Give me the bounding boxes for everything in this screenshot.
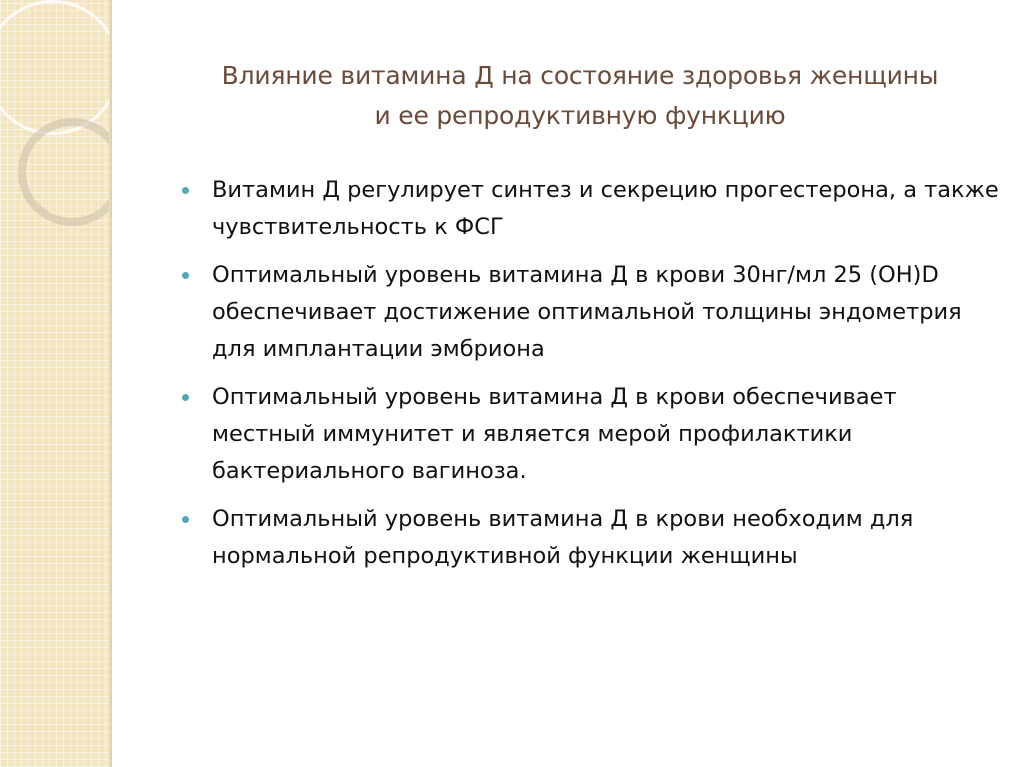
slide-title-line-1: Влияние витамина Д на состояние здоровья женщины	[221, 61, 939, 90]
bullet-item	[180, 379, 1000, 490]
decorative-side-band	[0, 0, 112, 767]
decorative-ring-bottom	[18, 118, 112, 226]
slide-title	[150, 56, 1010, 136]
bullet-dot-icon	[182, 394, 189, 401]
bullet-list	[180, 172, 1000, 586]
decorative-ring-top	[0, 0, 112, 135]
bullet-item	[180, 172, 1000, 246]
bullet-item	[180, 501, 1000, 575]
band-divider	[109, 0, 112, 767]
bullet-dot-icon	[182, 516, 189, 523]
bullet-text: Оптимальный уровень витамина Д в крови необходим для нормальной репродуктивной функции женщины	[212, 506, 914, 569]
bullet-dot-icon	[182, 272, 189, 279]
bullet-item	[180, 257, 1000, 368]
bullet-text: Оптимальный уровень витамина Д в крови обеспечивает местный иммунитет и является мерой профилактики бактериального вагиноза.	[212, 384, 897, 484]
bullet-text: Витамин Д регулирует синтез и секрецию прогестерона, а также чувствительность к ФСГ	[212, 177, 999, 240]
slide-title-line-2: и ее репродуктивную функцию	[374, 101, 786, 130]
bullet-text: Оптимальный уровень витамина Д в крови 30нг/мл 25 (ОН)D обеспечивает достижение оптимальной толщины эндометрия для имплантации эмбриона	[212, 262, 962, 362]
bullet-dot-icon	[182, 187, 189, 194]
